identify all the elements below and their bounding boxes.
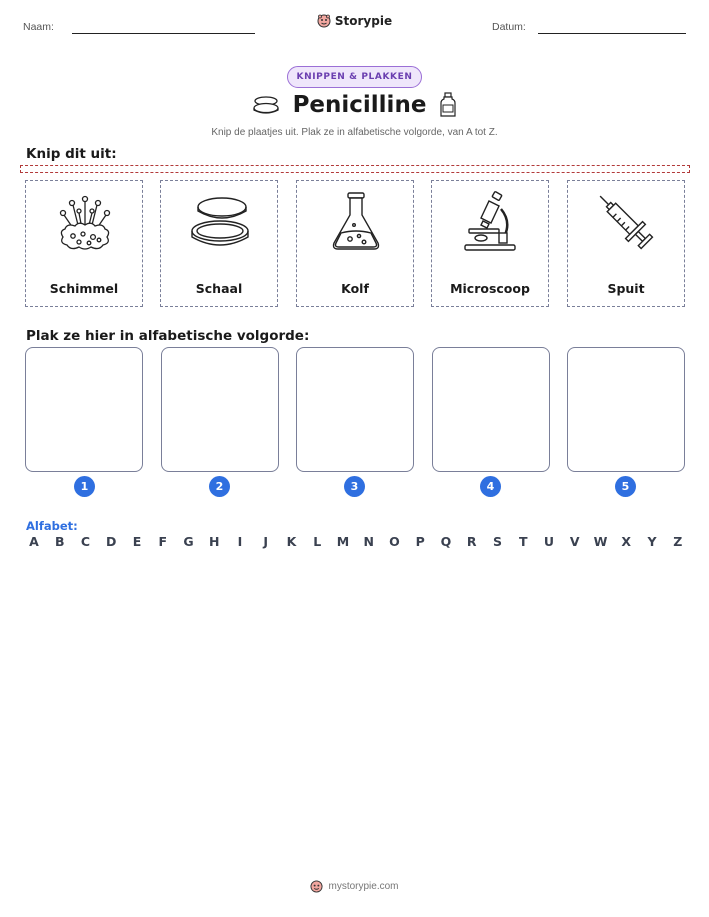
alphabet-letter: P [415,534,425,549]
card-label: Microscoop [450,281,530,296]
instructions: Knip de plaatjes uit. Plak ze in alfabetische volgorde, van A tot Z. [211,127,498,138]
cut-card-microscoop[interactable] [431,180,549,307]
paste-slot-3[interactable] [296,347,414,472]
slot-number-1: 1 [74,476,95,497]
alphabet-letter: S [492,534,502,549]
alphabet-letter: V [569,534,580,549]
card-label: Schaal [195,281,243,296]
page-title: Penicilline [292,92,427,118]
petri-dish-icon [190,191,250,253]
paste-slot-5[interactable] [567,347,685,472]
microscope-icon [461,191,521,253]
alphabet-letter: B [54,534,65,549]
name-label: Naam: [23,21,54,33]
slot-number-3: 3 [344,476,365,497]
alphabet-letter: K [286,534,297,549]
alphabet-letter: Y [647,534,657,549]
name-line[interactable] [72,33,255,34]
paste-heading: Plak ze hier in alfabetische volgorde: [26,328,310,344]
alphabet-letter: X [621,534,632,549]
paste-slot-2[interactable] [161,347,279,472]
alphabet-letter: T [518,534,528,549]
activity-badge: KNIPPEN & PLAKKEN [287,66,422,88]
storypie-logo-icon [317,14,331,28]
alphabet-letter: C [80,534,91,549]
syringe-icon [597,191,657,253]
slot-number-2: 2 [209,476,230,497]
mold-icon [55,191,115,253]
alphabet-letter: I [237,534,243,549]
footer-url[interactable]: mystorypie.com [328,881,399,892]
cut-card-kolf[interactable] [296,180,414,307]
brand-logo [0,14,709,28]
alphabet-letter: N [363,534,374,549]
title-row [0,92,709,118]
alphabet-row [26,534,686,549]
alphabet-letter: F [158,534,168,549]
footer [0,880,709,893]
alphabet-label: Alfabet: [26,519,78,533]
cut-card-spuit[interactable] [567,180,685,307]
alphabet-letter: J [263,534,269,549]
date-label: Datum: [492,21,526,33]
cut-line [20,165,690,173]
alphabet-letter: R [466,534,477,549]
alphabet-letter: W [593,534,608,549]
alphabet-letter: Z [673,534,683,549]
alphabet-letter: D [106,534,117,549]
alphabet-letter: M [336,534,350,549]
alphabet-letter: Q [440,534,452,549]
alphabet-letter: H [209,534,220,549]
slot-number-5: 5 [615,476,636,497]
alphabet-letter: G [183,534,194,549]
paste-slot-1[interactable] [25,347,143,472]
card-label: Kolf [341,281,369,296]
flask-icon [326,191,386,253]
paste-slot-4[interactable] [432,347,550,472]
date-line[interactable] [538,33,686,34]
petri-dish-icon [253,94,279,116]
alphabet-letter: U [543,534,555,549]
alphabet-letter: O [389,534,400,549]
cut-card-schimmel[interactable] [25,180,143,307]
alphabet-letter: L [313,534,322,549]
alphabet-letter: E [132,534,142,549]
storypie-logo-icon [310,880,323,893]
slot-number-4: 4 [480,476,501,497]
card-label: Schimmel [49,281,119,296]
cut-card-schaal[interactable] [160,180,278,307]
card-label: Spuit [607,281,645,296]
brand-name: Storypie [334,14,393,28]
vial-icon [440,92,456,118]
cut-heading: Knip dit uit: [26,146,117,162]
alphabet-letter: A [29,534,39,549]
